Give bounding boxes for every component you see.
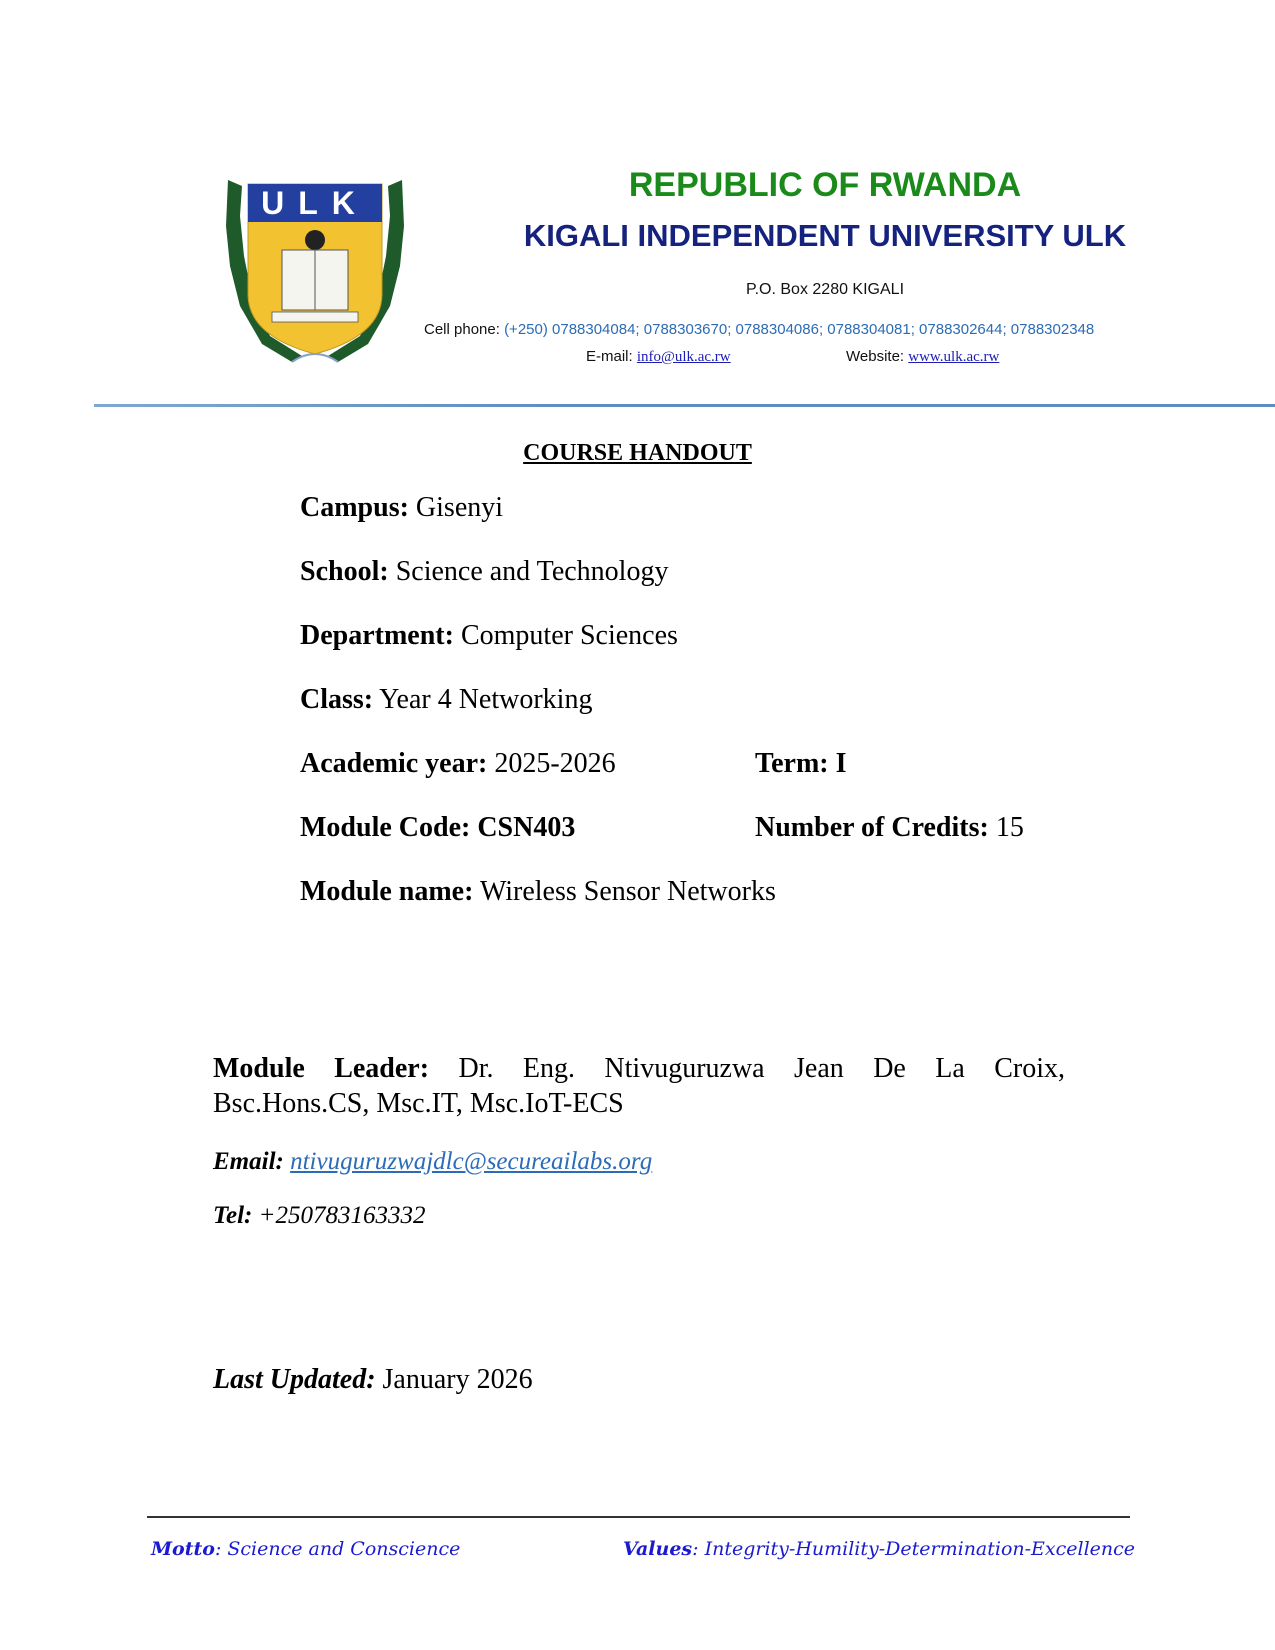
leader-email-line — [213, 1148, 652, 1176]
module-code-field — [300, 812, 575, 844]
cell-phone-line — [424, 321, 1094, 338]
school-label: School: — [300, 556, 389, 587]
header-email-label: E-mail: — [586, 348, 633, 365]
campus-label: Campus: — [300, 492, 409, 523]
motto-text: : Science and Conscience — [214, 1538, 461, 1560]
po-box: P.O. Box 2280 KIGALI — [745, 281, 905, 298]
last-updated-value: January 2026 — [382, 1364, 533, 1395]
module-name-label: Module name: — [300, 876, 474, 907]
department-field — [300, 620, 678, 652]
module-leader-name: Dr. Eng. Ntivuguruzwa Jean De La Croix, — [458, 1053, 1065, 1084]
academic-year-label: Academic year: — [300, 748, 488, 779]
motto-label: Motto — [151, 1538, 215, 1560]
ulk-logo — [222, 176, 408, 372]
credits-value: 15 — [995, 812, 1024, 843]
cell-phone-numbers: (+250) 0788304084; 0788303670; 0788304086; 0788304081; 0788302644; 0788302348 — [504, 321, 1095, 338]
leader-email-link[interactable]: ntivuguruzwajdlc@secureailabs.org — [290, 1148, 653, 1175]
campus-field — [300, 492, 503, 524]
cell-phone-label: Cell phone: — [424, 321, 500, 338]
term-field — [755, 748, 847, 780]
class-label: Class: — [300, 684, 374, 715]
class-field — [300, 684, 592, 716]
term-value: I — [835, 748, 847, 779]
module-code-value: CSN403 — [477, 812, 576, 843]
credits-label: Number of Credits: — [755, 812, 989, 843]
header-website-link[interactable]: www.ulk.ac.rw — [908, 349, 1000, 365]
header-email-line — [586, 348, 731, 366]
module-leader-label: Module Leader: — [213, 1053, 430, 1084]
leader-email-label: Email: — [213, 1148, 284, 1175]
leader-tel-line — [213, 1202, 425, 1230]
values-label: Values — [623, 1538, 693, 1560]
campus-value: Gisenyi — [415, 492, 504, 523]
last-updated-label: Last Updated: — [213, 1364, 376, 1395]
module-leader-line — [213, 1050, 1065, 1088]
school-field — [300, 556, 668, 588]
logo-text: ULK — [261, 185, 369, 221]
leader-tel-label: Tel: — [213, 1202, 253, 1229]
last-updated-line — [213, 1364, 533, 1396]
university-heading: KIGALI INDEPENDENT UNIVERSITY ULK — [523, 218, 1127, 253]
values-text: : Integrity-Humility-Determination-Excellence — [692, 1538, 1136, 1560]
department-value: Computer Sciences — [460, 620, 678, 651]
header-website-label: Website: — [846, 348, 905, 365]
term-label: Term: — [755, 748, 829, 779]
credits-field — [755, 812, 1024, 844]
header-website-line — [846, 348, 999, 366]
country-heading: REPUBLIC OF RWANDA — [628, 166, 1022, 204]
department-label: Department: — [300, 620, 454, 651]
module-name-value: Wireless Sensor Networks — [479, 876, 776, 907]
class-value: Year 4 Networking — [379, 684, 593, 715]
academic-year-field — [300, 748, 616, 780]
footer-motto — [151, 1538, 460, 1560]
module-code-label: Module Code: — [300, 812, 471, 843]
header-email-link[interactable]: info@ulk.ac.rw — [636, 349, 731, 365]
header-divider — [94, 404, 1275, 407]
document-title: COURSE HANDOUT — [523, 440, 752, 466]
academic-year-value: 2025-2026 — [494, 748, 616, 779]
leader-tel-value: +250783163332 — [258, 1202, 426, 1229]
module-leader-qualifications: Bsc.Hons.CS, Msc.IT, Msc.IoT-ECS — [213, 1088, 624, 1119]
school-value: Science and Technology — [395, 556, 669, 587]
module-name-field — [300, 876, 776, 908]
footer-values — [623, 1538, 1135, 1560]
footer-divider — [147, 1516, 1130, 1518]
